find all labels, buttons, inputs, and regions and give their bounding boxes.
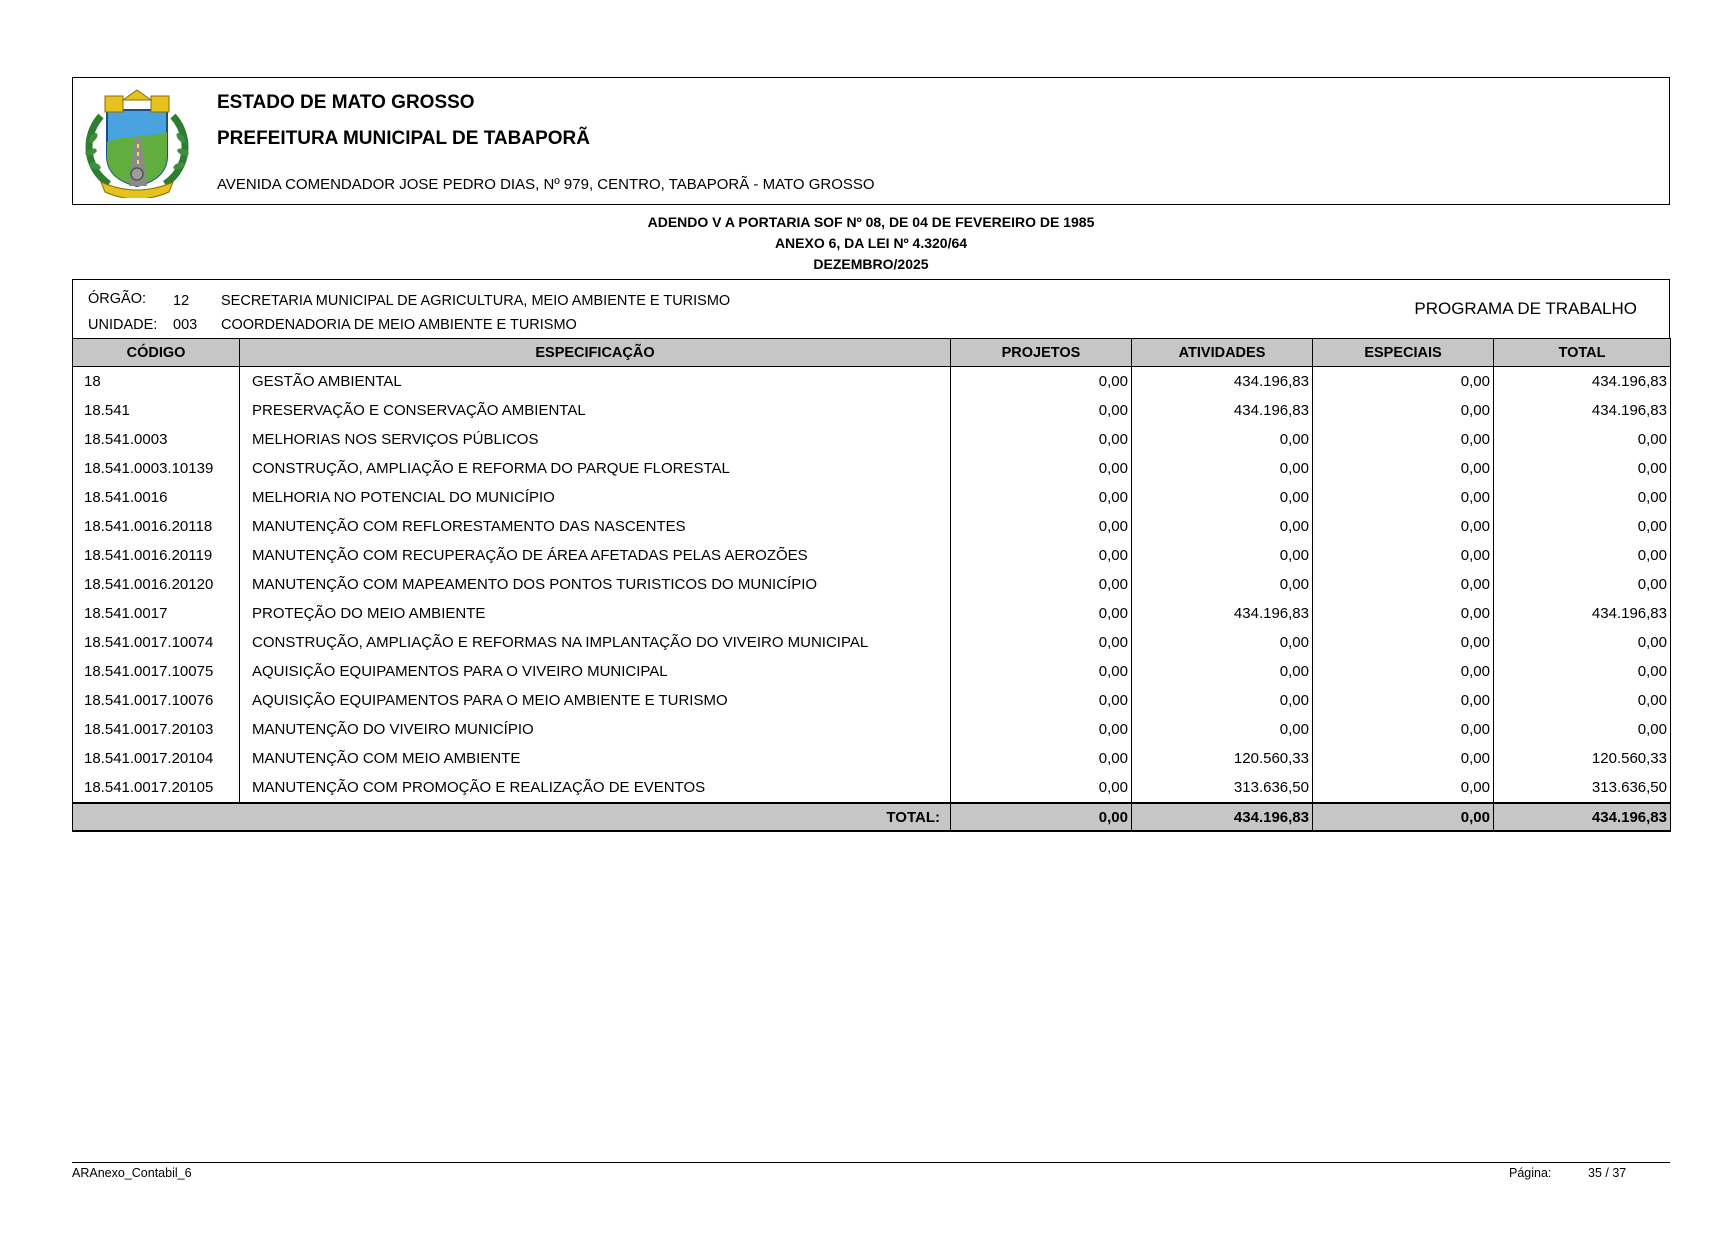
table-header-row bbox=[73, 339, 1671, 367]
table-row bbox=[73, 512, 1671, 541]
row-activities: 0,00 bbox=[1132, 570, 1313, 599]
table-row bbox=[73, 541, 1671, 570]
row-total: 0,00 bbox=[1494, 628, 1671, 657]
row-specification: MANUTENÇÃO COM MEIO AMBIENTE bbox=[240, 744, 951, 773]
row-code: 18.541.0017.10075 bbox=[73, 657, 240, 686]
row-total: 0,00 bbox=[1494, 570, 1671, 599]
row-activities: 120.560,33 bbox=[1132, 744, 1313, 773]
row-projects: 0,00 bbox=[951, 686, 1132, 715]
row-specification: MANUTENÇÃO COM REFLORESTAMENTO DAS NASCENTES bbox=[240, 512, 951, 541]
row-code: 18.541.0003.10139 bbox=[73, 454, 240, 483]
row-specification: AQUISIÇÃO EQUIPAMENTOS PARA O MEIO AMBIENTE E TURISMO bbox=[240, 686, 951, 715]
row-projects: 0,00 bbox=[951, 483, 1132, 512]
table-row bbox=[73, 628, 1671, 657]
row-specials: 0,00 bbox=[1313, 367, 1494, 397]
row-total: 120.560,33 bbox=[1494, 744, 1671, 773]
row-activities: 0,00 bbox=[1132, 454, 1313, 483]
organ-number: 12 bbox=[173, 293, 190, 309]
row-code: 18.541.0016.20119 bbox=[73, 541, 240, 570]
row-specials: 0,00 bbox=[1313, 773, 1494, 803]
row-activities: 0,00 bbox=[1132, 512, 1313, 541]
municipality-address: AVENIDA COMENDADOR JOSE PEDRO DIAS, Nº 979, CENTRO, TABAPORÃ - MATO GROSSO bbox=[217, 176, 875, 193]
table-row bbox=[73, 599, 1671, 628]
row-code: 18.541.0016.20118 bbox=[73, 512, 240, 541]
table-row bbox=[73, 744, 1671, 773]
row-activities: 0,00 bbox=[1132, 657, 1313, 686]
row-specification: MANUTENÇÃO COM PROMOÇÃO E REALIZAÇÃO DE EVENTOS bbox=[240, 773, 951, 803]
row-specials: 0,00 bbox=[1313, 396, 1494, 425]
report-titles bbox=[72, 212, 1670, 275]
document-header bbox=[72, 77, 1670, 205]
row-projects: 0,00 bbox=[951, 454, 1132, 483]
row-activities: 313.636,50 bbox=[1132, 773, 1313, 803]
municipality-name: PREFEITURA MUNICIPAL DE TABAPORÃ bbox=[217, 128, 590, 149]
row-projects: 0,00 bbox=[951, 570, 1132, 599]
column-header-total: TOTAL bbox=[1494, 339, 1671, 367]
row-activities: 0,00 bbox=[1132, 425, 1313, 454]
row-total: 313.636,50 bbox=[1494, 773, 1671, 803]
program-title: PROGRAMA DE TRABALHO bbox=[1414, 299, 1637, 318]
total-activities: 434.196,83 bbox=[1132, 803, 1313, 831]
row-specification: MELHORIA NO POTENCIAL DO MUNICÍPIO bbox=[240, 483, 951, 512]
municipal-crest-icon bbox=[79, 86, 195, 198]
row-activities: 0,00 bbox=[1132, 686, 1313, 715]
row-activities: 434.196,83 bbox=[1132, 396, 1313, 425]
row-projects: 0,00 bbox=[951, 773, 1132, 803]
total-row bbox=[73, 803, 1671, 831]
table-row bbox=[73, 425, 1671, 454]
row-projects: 0,00 bbox=[951, 396, 1132, 425]
row-specials: 0,00 bbox=[1313, 541, 1494, 570]
row-specification: AQUISIÇÃO EQUIPAMENTOS PARA O VIVEIRO MUNICIPAL bbox=[240, 657, 951, 686]
row-specials: 0,00 bbox=[1313, 715, 1494, 744]
row-specials: 0,00 bbox=[1313, 628, 1494, 657]
organ-label: ÓRGÃO: bbox=[88, 291, 147, 307]
total-label: TOTAL: bbox=[73, 803, 951, 831]
row-projects: 0,00 bbox=[951, 512, 1132, 541]
row-code: 18.541.0017 bbox=[73, 599, 240, 628]
table-row bbox=[73, 773, 1671, 803]
column-header-code: CÓDIGO bbox=[73, 339, 240, 367]
row-specials: 0,00 bbox=[1313, 744, 1494, 773]
page-label: Página: bbox=[1509, 1166, 1552, 1180]
row-projects: 0,00 bbox=[951, 657, 1132, 686]
row-total: 434.196,83 bbox=[1494, 367, 1671, 397]
row-specials: 0,00 bbox=[1313, 512, 1494, 541]
footer-divider bbox=[72, 1162, 1670, 1163]
row-projects: 0,00 bbox=[951, 744, 1132, 773]
table-row bbox=[73, 715, 1671, 744]
row-projects: 0,00 bbox=[951, 367, 1132, 397]
row-code: 18.541.0017.20105 bbox=[73, 773, 240, 803]
row-activities: 0,00 bbox=[1132, 483, 1313, 512]
table-row bbox=[73, 454, 1671, 483]
row-total: 0,00 bbox=[1494, 686, 1671, 715]
unit-number: 003 bbox=[173, 317, 198, 333]
title-line-1: ADENDO V A PORTARIA SOF Nº 08, DE 04 DE FEVEREIRO DE 1985 bbox=[647, 214, 1095, 230]
row-specification: CONSTRUÇÃO, AMPLIAÇÃO E REFORMA DO PARQUE FLORESTAL bbox=[240, 454, 951, 483]
row-total: 0,00 bbox=[1494, 541, 1671, 570]
organ-name: SECRETARIA MUNICIPAL DE AGRICULTURA, MEIO AMBIENTE E TURISMO bbox=[221, 293, 731, 309]
row-activities: 0,00 bbox=[1132, 541, 1313, 570]
row-code: 18.541.0016.20120 bbox=[73, 570, 240, 599]
row-specials: 0,00 bbox=[1313, 454, 1494, 483]
row-total: 0,00 bbox=[1494, 454, 1671, 483]
state-name: ESTADO DE MATO GROSSO bbox=[217, 92, 475, 113]
column-header-activities: ATIVIDADES bbox=[1132, 339, 1313, 367]
column-header-projects: PROJETOS bbox=[951, 339, 1132, 367]
column-header-specials: ESPECIAIS bbox=[1313, 339, 1494, 367]
unit-name: COORDENADORIA DE MEIO AMBIENTE E TURISMO bbox=[221, 317, 577, 333]
table-row bbox=[73, 483, 1671, 512]
unit-label: UNIDADE: bbox=[88, 317, 158, 333]
report-id: ARAnexo_Contabil_6 bbox=[72, 1166, 192, 1180]
table-row bbox=[73, 396, 1671, 425]
row-specials: 0,00 bbox=[1313, 425, 1494, 454]
row-activities: 0,00 bbox=[1132, 628, 1313, 657]
row-total: 434.196,83 bbox=[1494, 396, 1671, 425]
row-code: 18.541.0017.20103 bbox=[73, 715, 240, 744]
row-specification: MANUTENÇÃO COM RECUPERAÇÃO DE ÁREA AFETADAS PELAS AEROZÕES bbox=[240, 541, 951, 570]
row-code: 18.541.0017.10074 bbox=[73, 628, 240, 657]
row-specification: MANUTENÇÃO COM MAPEAMENTO DOS PONTOS TURISTICOS DO MUNICÍPIO bbox=[240, 570, 951, 599]
title-period: DEZEMBRO/2025 bbox=[813, 256, 929, 272]
row-projects: 0,00 bbox=[951, 425, 1132, 454]
row-specials: 0,00 bbox=[1313, 657, 1494, 686]
title-line-2: ANEXO 6, DA LEI Nº 4.320/64 bbox=[774, 235, 968, 251]
row-code: 18 bbox=[73, 367, 240, 397]
row-specification: PRESERVAÇÃO E CONSERVAÇÃO AMBIENTAL bbox=[240, 396, 951, 425]
row-activities: 434.196,83 bbox=[1132, 367, 1313, 397]
row-projects: 0,00 bbox=[951, 541, 1132, 570]
row-code: 18.541.0017.20104 bbox=[73, 744, 240, 773]
column-header-specification: ESPECIFICAÇÃO bbox=[240, 339, 951, 367]
row-activities: 434.196,83 bbox=[1132, 599, 1313, 628]
row-total: 0,00 bbox=[1494, 483, 1671, 512]
row-specification: MANUTENÇÃO DO VIVEIRO MUNICÍPIO bbox=[240, 715, 951, 744]
row-total: 0,00 bbox=[1494, 512, 1671, 541]
total-projects: 0,00 bbox=[951, 803, 1132, 831]
row-projects: 0,00 bbox=[951, 599, 1132, 628]
row-specials: 0,00 bbox=[1313, 483, 1494, 512]
page-number: 35 / 37 bbox=[1588, 1166, 1627, 1180]
total-specials: 0,00 bbox=[1313, 803, 1494, 831]
row-code: 18.541.0003 bbox=[73, 425, 240, 454]
table-row bbox=[73, 367, 1671, 397]
row-specification: GESTÃO AMBIENTAL bbox=[240, 367, 951, 397]
row-total: 0,00 bbox=[1494, 715, 1671, 744]
row-specification: MELHORIAS NOS SERVIÇOS PÚBLICOS bbox=[240, 425, 951, 454]
row-total: 0,00 bbox=[1494, 425, 1671, 454]
row-projects: 0,00 bbox=[951, 715, 1132, 744]
table-row bbox=[73, 570, 1671, 599]
total-total: 434.196,83 bbox=[1494, 803, 1671, 831]
row-specials: 0,00 bbox=[1313, 686, 1494, 715]
row-specification: PROTEÇÃO DO MEIO AMBIENTE bbox=[240, 599, 951, 628]
row-code: 18.541.0016 bbox=[73, 483, 240, 512]
table-body bbox=[73, 367, 1671, 804]
organ-unit-box bbox=[72, 279, 1670, 338]
row-total: 0,00 bbox=[1494, 657, 1671, 686]
row-specials: 0,00 bbox=[1313, 599, 1494, 628]
table-row bbox=[73, 657, 1671, 686]
work-program-table bbox=[72, 338, 1671, 832]
row-specials: 0,00 bbox=[1313, 570, 1494, 599]
row-specification: CONSTRUÇÃO, AMPLIAÇÃO E REFORMAS NA IMPLANTAÇÃO DO VIVEIRO MUNICIPAL bbox=[240, 628, 951, 657]
row-projects: 0,00 bbox=[951, 628, 1132, 657]
row-code: 18.541.0017.10076 bbox=[73, 686, 240, 715]
row-code: 18.541 bbox=[73, 396, 240, 425]
row-total: 434.196,83 bbox=[1494, 599, 1671, 628]
table-row bbox=[73, 686, 1671, 715]
row-activities: 0,00 bbox=[1132, 715, 1313, 744]
